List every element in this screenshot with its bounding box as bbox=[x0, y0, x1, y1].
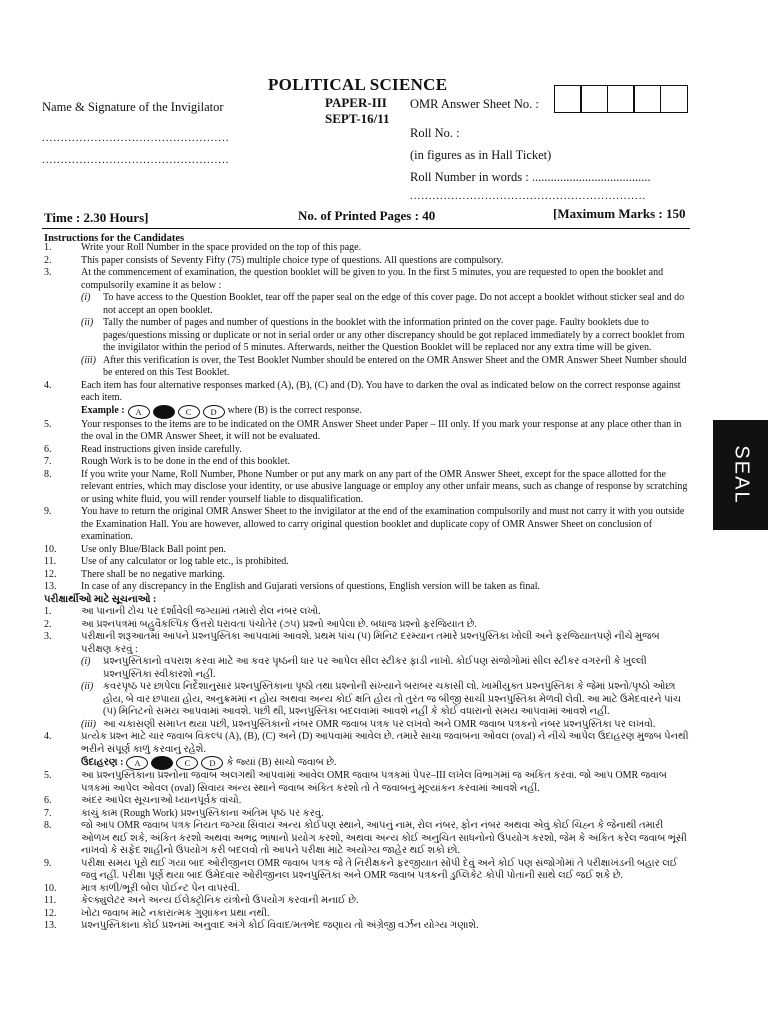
instruction-item: 8. If you write your Name, Roll Number, Phone Number or put any mark on any part of the OMR Answer Sheet, except for the space allotted for the relevant entries, which may disclose your identity, or use abusive language or employ any other unfair means, such as change of response by scratching or using white fluid, you will render yourself liable to disqualification. bbox=[44, 468, 688, 505]
digit-box[interactable] bbox=[580, 85, 608, 113]
instruction-item: 13. In case of any discrepancy in the English and Gujarati versions of questions, English version will be taken as final. bbox=[44, 581, 541, 592]
gujarati-example-row: ઉદાહરણ : A C D કે જ્યાં (B) સાચો જવાબ છે. bbox=[81, 756, 337, 768]
instruction-item: 2. This paper consists of Seventy Fifty (75) multiple choice type of questions. All questions are compulsory. bbox=[44, 254, 504, 266]
oval-option-d: D bbox=[203, 405, 225, 419]
gujarati-item: 5. આ પ્રશ્નપુસ્તિકાના પ્રશ્નોના જવાબ અલગથી આપવામાં આવેલ OMR જવાબ પત્રકમાં પેપર–III લખેલ વિભાગમાં જ અંકિત કરવા. જો આપ OMR જવાબ પત્રકમાં આપેલ ઓવલ (oval) સિવાય અન્ય સ્થાને જવાબ અંકિત કરશો તો તે જવાબનું મૂલ્યાંકન કરવામાં આવશે નહીં. bbox=[44, 770, 667, 794]
oval-option-b-filled bbox=[153, 405, 175, 419]
roll-in-words-line: ............................................................... bbox=[410, 190, 647, 202]
digit-box[interactable] bbox=[607, 85, 635, 113]
gujarati-example-note: કે જ્યાં (B) સાચો જવાબ છે. bbox=[226, 756, 337, 768]
hall-ticket-note: (in figures as in Hall Ticket) bbox=[410, 148, 552, 162]
digit-box[interactable] bbox=[633, 85, 661, 113]
instruction-item: 10. Use only Blue/Black Ball point pen. bbox=[44, 543, 226, 555]
roll-no-label: Roll No. : bbox=[410, 126, 460, 140]
exam-session: SEPT-16/11 bbox=[325, 111, 390, 126]
instruction-subitem: (ii) Tally the number of pages and number of questions in the booklet with the information printed on the cover page. Faulty booklets due to pages/questions missing or duplicate or not in serial order or any other discrepancy should be got replaced immediately by a correct booklet from the invigilator within the period of 5 minutes. Afterwards, neither the Question Booklet will be replaced nor any extra time will be given. bbox=[81, 317, 685, 353]
printed-pages: No. of Printed Pages : 40 bbox=[298, 208, 436, 223]
instruction-item: 5. Your responses to the items are to be indicated on the OMR Answer Sheet under Paper – III only. If you mark your response at any place other than in the oval in the OMR Answer Sheet, it will not be evaluated. bbox=[44, 418, 682, 442]
paper-title: POLITICAL SCIENCE bbox=[268, 75, 448, 94]
digit-box[interactable] bbox=[554, 85, 582, 113]
oval-option-c: C bbox=[178, 405, 200, 419]
invigilator-line-1: .................................................. bbox=[42, 132, 230, 144]
gujarati-item: 9. પરીક્ષા સમય પૂરો થઈ ગયા બાદ ઓરીજીનલ OMR જવાબ પત્રક જે તે નિરીક્ષકને ફરજીયાત સોંપી દેવું અને કોઈ પણ સંજોગોમાં તે પરીક્ષાખંડની બહાર લઈ જવું નહીં. પરીક્ષા પૂર્ણ થયા બાદ ઉમેદવાર ઓરીજીનલ પ્રશ્નપુસ્તિકા અને OMR જવાબ પત્રકની ડુપ્લિકેટ કોપી પોતાની સાથે લઈ જઈ શકે છે. bbox=[44, 857, 678, 881]
roll-in-words-label: Roll Number in words : ...................................... bbox=[410, 170, 651, 184]
oval-option-a: A bbox=[126, 756, 148, 770]
gujarati-subitem: (i) પ્રશ્નપુસ્તિકાનો વપરાશ કરવા માટે આ કવર પૃષ્ઠની ધાર પર આપેલ સીલ સ્ટીકર ફાડી નાખો. કોઈપણ સંજોગોમાં સીલ સ્ટીકર વગરની કે ખુલ્લી પ્રશ્નપુસ્તિકા સ્વીકારશો નહીં. bbox=[81, 656, 647, 680]
gujarati-item: 11. કેલ્ક્યુલેટર અને અન્ય ઈલેક્ટ્રોનિક યંત્રોનો ઉપયોગ કરવાની મનાઈ છે. bbox=[44, 895, 359, 906]
gujarati-item: 2. આ પ્રશ્નપત્રમાં બહુવૈકલ્પિક ઉત્તરો ધરાવતા પંચોતેર (૭૫) પ્રશ્નો આપેલા છે. બધાજ પ્રશ્નો ફરજિયાત છે. bbox=[44, 618, 477, 630]
instruction-item: 12. There shall be no negative marking. bbox=[44, 568, 225, 580]
example-note: where (B) is the correct response. bbox=[227, 405, 362, 417]
instruction-item: 3. At the commencement of examination, the question booklet will be given to you. In the first 5 minutes, you are requested to open the booklet and compulsorily examine it as below : bbox=[44, 267, 664, 291]
gujarati-subitem: (iii) આ ચકાસણી સમાપ્ત થયા પછી, પ્રશ્નપુસ્તિકાનો નંબર OMR જવાબ પત્રક પર લખવો અને OMR જવાબ પત્રકનો નંબર પ્રશ્નપુસ્તિકા પર લખવો. bbox=[81, 718, 656, 730]
instruction-item: 4. Each item has four alternative responses marked (A), (B), (C) and (D). You have to darken the oval as indicated below on the correct response against each item. bbox=[44, 379, 681, 403]
omr-number-boxes[interactable] bbox=[555, 85, 688, 113]
example-row: Example : A C D where (B) is the correct response. bbox=[81, 405, 362, 417]
oval-option-c: C bbox=[176, 756, 198, 770]
gujarati-subitem: (ii) કવરપૃષ્ઠ પર છાપેલા નિર્દેશાનુસાર પ્રશ્નપુસ્તિકાના પૃષ્ઠો તથા પ્રશ્નોની સંખ્યાને બરાબર ચકાસી લો. ખામીયુક્ત પ્રશ્નપુસ્તિકા કે જેમાં પ્રશ્નો/પૃષ્ઠો ઓછા હોય, બે વાર છપાયા હોય, અનુક્રમમાં ન હોય અથવા અન્ય કોઈ ક્ષતિ હોય તો તુરંત જ બીજી સાચી પ્રશ્નપુસ્તિકા મેળવી લેવી. આ માટે ઉમેદવારને પાંચ (૫) મિનિટનો સમય આપવામાં આવશે. પછી થી, પ્રશ્નપુસ્તિકા બદલવામાં આવશે નહીં કે કોઈ વધારાનો સમય આપવામાં આવશે નહીં. bbox=[81, 681, 681, 717]
instructions-body bbox=[44, 242, 692, 933]
header-divider bbox=[42, 228, 690, 229]
gujarati-item: 8. જો આપ OMR જવાબ પત્રક નિયત જગ્યા સિવાય અન્ય કોઈપણ સ્થાને, આપનું નામ, રોલ નંબર, ફોન નંબર અથવા એવું કોઈ ચિહ્ન કે જેનાથી તમારી ઓળખ થઈ શકે, અંકિત કરશો અથવા અભદ્ર ભાષાનો પ્રયોગ કરશો, અથવા અન્ય કોઈ અનુચિત સાધનોનો ઉપયોગ કરશો, જેમ કે અંકિત કરેલ જવાબ ભૂંસી નાખવો કે સફેદ શાહીનો ઉપયોગ કરી બદલવો તો આપને પરીક્ષા માટે અયોગ્ય જાહેર થઈ શકો છો. bbox=[44, 820, 687, 856]
oval-option-d: D bbox=[201, 756, 223, 770]
seal-label: SEAL bbox=[730, 445, 752, 505]
instruction-subitem: (iii) After this verification is over, the Test Booklet Number should be entered on the OMR Answer Sheet and the OMR Answer Sheet Number should be entered on this Test Booklet. bbox=[81, 354, 687, 378]
gujarati-instructions-heading: પરીક્ષાર્થીઓ માટે સૂચનાઓ : bbox=[44, 593, 157, 605]
seal-tab[interactable] bbox=[713, 420, 768, 530]
gujarati-item: 6. અંદર આપેલ સૂચનાઓ ધ્યાનપૂર્વક વાંચો. bbox=[44, 795, 242, 806]
invigilator-line-2: .................................................. bbox=[42, 154, 230, 166]
gujarati-item: 13. પ્રશ્નપુસ્તિકાના કોઈ પ્રશ્નમાં અનુવાદ અંગે કોઈ વિવાદ/મતભેદ જણાય તો અંગ્રેજી વર્ઝન યોગ્ય ગણાશે. bbox=[44, 920, 479, 931]
instruction-item: 9. You have to return the original OMR Answer Sheet to the invigilator at the end of the examination compulsorily and must not carry it with you outside the Examination Hall. You are however, allowed to carry original question booklet and duplicate copy of OMR Answer Sheet on conclusion of examination. bbox=[44, 506, 685, 542]
instruction-item: 7. Rough Work is to be done in the end of this booklet. bbox=[44, 456, 290, 467]
maximum-marks: [Maximum Marks : 150 bbox=[553, 206, 686, 221]
paper-number: PAPER-III bbox=[325, 95, 387, 110]
instruction-item: 1. Write your Roll Number in the space provided on the top of this page. bbox=[44, 242, 362, 253]
oval-option-b-filled bbox=[151, 756, 173, 770]
instruction-item: 6. Read instructions given inside carefully. bbox=[44, 443, 242, 455]
oval-option-a: A bbox=[128, 405, 150, 419]
gujarati-item: 3. પરીક્ષાની શરૂઆતમાં આપને પ્રશ્નપુસ્તિકા આપવામાં આવશે. પ્રથમ પાંચ (૫) મિનિટ દરમ્યાન તમારે પ્રશ્નપુસ્તિકા ખોલી અને ફરજિયાતપણે નીચે મુજબ પરીક્ષણ કરવું : bbox=[44, 631, 660, 655]
gujarati-item: 12. ખોટા જવાબ માટે નકારાત્મક ગુણાંકન પ્રથા નથી. bbox=[44, 907, 270, 919]
gujarati-item: 7. કાચું કામ (Rough Work) પ્રશ્નપુસ્તિકાના અંતિમ પૃષ્ઠ પર કરવું. bbox=[44, 807, 324, 819]
omr-sheet-label: OMR Answer Sheet No. : bbox=[410, 97, 539, 111]
digit-box[interactable] bbox=[660, 85, 688, 113]
gujarati-item: 1. આ પાનાની ટોચ પર દર્શાવેલી જગ્યામાં તમારો રોલ નંબર લખો. bbox=[44, 606, 321, 617]
invigilator-label: Name & Signature of the Invigilator bbox=[42, 100, 224, 114]
exam-duration: Time : 2.30 Hours] bbox=[44, 210, 149, 225]
gujarati-item: 10. માત્ર કાળી/ભૂરી બોલ પોઈન્ટ પેન વાપરવી. bbox=[44, 882, 240, 894]
instruction-item: 11. Use of any calculator or log table etc., is prohibited. bbox=[44, 556, 289, 567]
gujarati-item: 4. પ્રત્યેક પ્રશ્ન માટે ચાર જવાબ વિકલ્પ (A), (B), (C) અને (D) આપવામાં આવેલ છે. તમારે સાચા જવાબના ઓવલ (oval) ને નીચે આપેલ ઉદાહરણ મુજબ પેનથી ભરીને સંપૂર્ણ કાળું કરવાનું રહેશે. bbox=[44, 731, 689, 755]
instruction-subitem: (i) To have access to the Question Booklet, tear off the paper seal on the edge of this cover page. Do not accept a booklet without sticker seal and do not accept an open booklet. bbox=[81, 292, 685, 316]
instructions-heading: Instructions for the Candidates bbox=[44, 233, 185, 244]
